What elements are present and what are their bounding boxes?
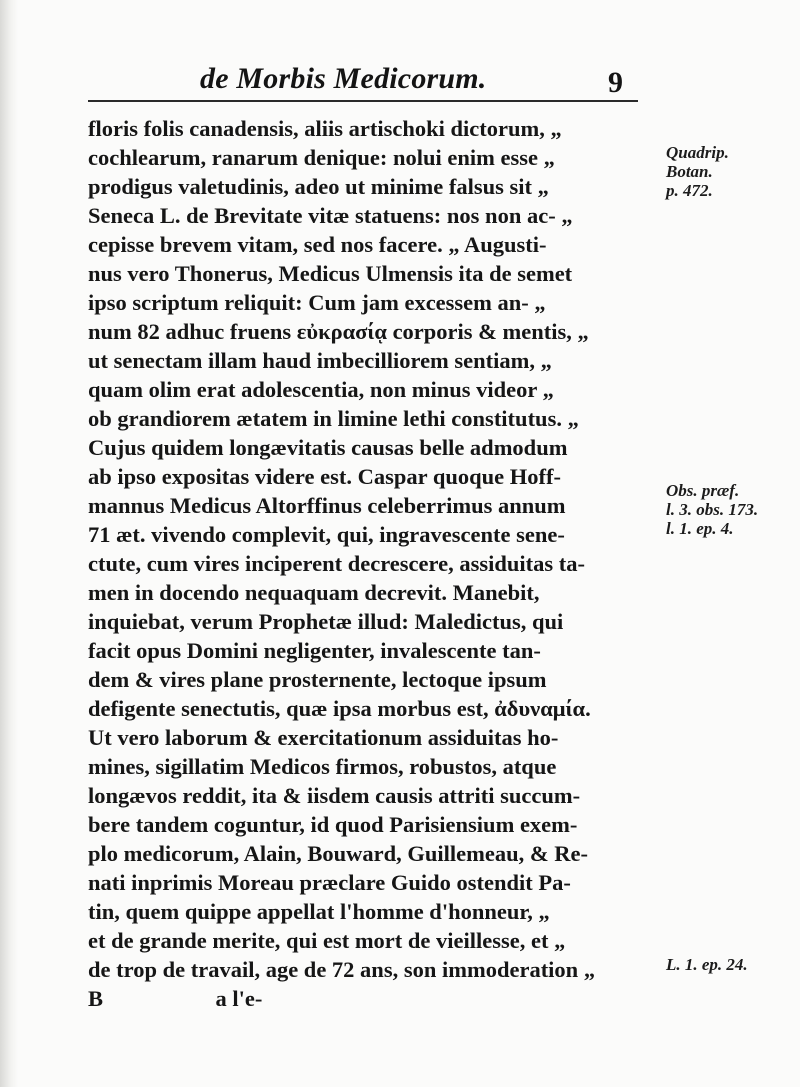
margin-note-line: Obs. præf. [666, 481, 740, 500]
margin-note-quadrip [666, 143, 729, 200]
text-line: num 82 adhuc fruens εὐκρασίᾳ corporis & mentis, „ [88, 319, 589, 344]
text-line: inquiebat, verum Prophetæ illud: Maledictus, qui [88, 609, 564, 634]
text-line: longævos reddit, ita & iisdem causis attriti succum- [88, 783, 581, 808]
margin-note-obs [666, 481, 758, 538]
signature-catchword-line: B a l'e- [88, 986, 263, 1011]
margin-note-line: Quadrip. [666, 143, 729, 162]
text-line: prodigus valetudinis, adeo ut minime falsus sit „ [88, 174, 549, 199]
margin-note-line: Botan. [666, 162, 713, 181]
page-edge-shadow [0, 0, 18, 1087]
header-rule [88, 100, 638, 102]
margin-note-line: l. 1. ep. 4. [666, 519, 734, 538]
text-line: dem & vires plane prosternente, lectoque ipsum [88, 667, 547, 692]
text-line: cochlearum, ranarum denique: nolui enim esse „ [88, 145, 555, 170]
running-head-title: de Morbis Medicorum. [200, 62, 487, 95]
text-line: mines, sigillatim Medicos firmos, robustos, atque [88, 754, 557, 779]
text-line: ut senectam illam haud imbecilliorem sentiam, „ [88, 348, 552, 373]
margin-note-line: l. 3. obs. 173. [666, 500, 759, 519]
text-line: de trop de travail, age de 72 ans, son immoderation „ [88, 957, 596, 982]
text-line: men in docendo nequaquam decrevit. Manebit, [88, 580, 540, 605]
margin-note-letter [666, 955, 748, 974]
text-line: ab ipso expositas videre est. Caspar quoque Hoff- [88, 464, 561, 489]
margin-note-line: L. 1. ep. 24. [666, 955, 748, 974]
text-line: Cujus quidem longævitatis causas belle admodum [88, 435, 568, 460]
text-line: ctute, cum vires inciperent decrescere, assiduitas ta- [88, 551, 585, 576]
text-line: cepisse brevem vitam, sed nos facere. „ Augusti- [88, 232, 547, 257]
text-line: 71 æt. vivendo complevit, qui, ingravescente sene- [88, 522, 565, 547]
text-line: Ut vero laborum & exercitationum assiduitas ho- [88, 725, 559, 750]
text-line: floris folis canadensis, aliis artischoki dictorum, „ [88, 116, 562, 141]
text-line: facit opus Domini negligenter, invalescente tan- [88, 638, 541, 663]
text-line: plo medicorum, Alain, Bouward, Guillemeau, & Re- [88, 841, 588, 866]
margin-note-line: p. 472. [666, 181, 713, 200]
text-line: defigente senectutis, quæ ipsa morbus est, ἀδυναμία. [88, 696, 591, 721]
main-text-block [88, 114, 648, 1013]
text-line: quam olim erat adolescentia, non minus videor „ [88, 377, 554, 402]
text-line: ob grandiorem ætatem in limine lethi constitutus. „ [88, 406, 579, 431]
text-line: tin, quem quippe appellat l'homme d'honneur, „ [88, 899, 550, 924]
text-line: mannus Medicus Altorffinus celeberrimus annum [88, 493, 566, 518]
text-line: Seneca L. de Brevitate vitæ statuens: nos non ac- „ [88, 203, 573, 228]
text-line: nati inprimis Moreau præclare Guido ostendit Pa- [88, 870, 571, 895]
text-line: et de grande merite, qui est mort de vieillesse, et „ [88, 928, 566, 953]
text-line: nus vero Thonerus, Medicus Ulmensis ita de semet [88, 261, 573, 286]
text-line: ipso scriptum reliquit: Cum jam excessem an- „ [88, 290, 546, 315]
text-line: bere tandem coguntur, id quod Parisiensium exem- [88, 812, 578, 837]
page-number: 9 [608, 66, 623, 99]
